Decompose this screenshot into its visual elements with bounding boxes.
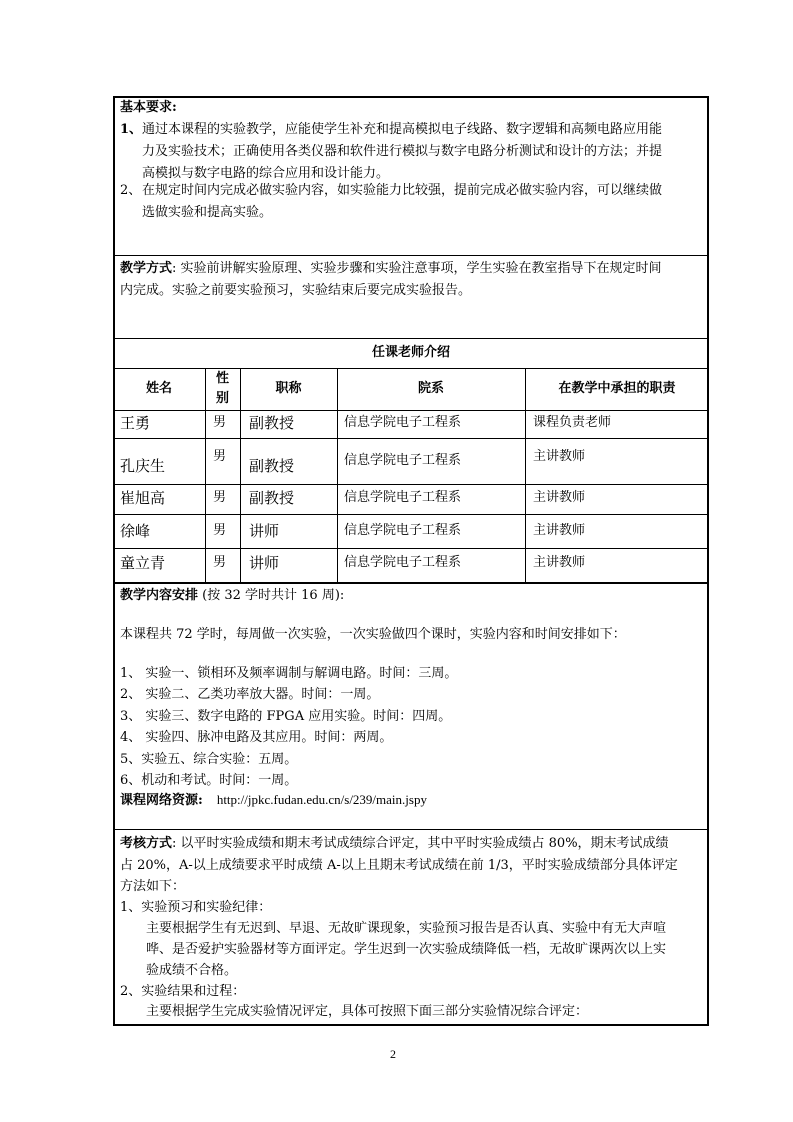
schedule-item: 3、 实验三、数字电路的 FPGA 应用实验。时间：四周。 [120, 709, 452, 724]
divider [113, 548, 709, 549]
teacher-gender: 男 [213, 449, 227, 464]
header-gender-2: 别 [215, 391, 229, 406]
divider [113, 338, 709, 339]
assessment-line3: 方法如下： [120, 879, 186, 894]
teacher-gender: 男 [213, 490, 227, 505]
header-name: 姓名 [145, 381, 172, 396]
requirements-item1-line2: 力及实验技术；正确使用各类仪器和软件进行模拟与数字电路分析测试和设计的方法；并提 [142, 144, 663, 159]
divider [113, 368, 709, 369]
teacher-name: 徐峰 [120, 522, 151, 540]
schedule-item: 4、 实验四、脉冲电路及其应用。时间：两周。 [120, 730, 393, 745]
assessment-sub2: 2、实验结果和过程： [120, 984, 246, 999]
resource-label: 课程网络资源: [120, 793, 203, 808]
schedule-item: 5、实验五、综合实验：五周。 [120, 752, 298, 767]
requirements-item2-line2: 选做实验和提高实验。 [142, 205, 273, 220]
teacher-title: 副教授 [249, 489, 295, 507]
divider [113, 255, 709, 256]
requirements-item1-number: 1、 [120, 122, 143, 137]
teacher-name: 王勇 [120, 414, 151, 432]
teacher-role: 主讲教师 [533, 555, 586, 570]
header-gender-1: 性 [215, 371, 229, 386]
teachers-title: 任课老师介绍 [371, 345, 450, 360]
teacher-dept: 信息学院电子工程系 [344, 453, 462, 468]
teaching-method-line1 [120, 260, 662, 278]
teacher-dept: 信息学院电子工程系 [344, 415, 462, 430]
teacher-dept: 信息学院电子工程系 [344, 555, 462, 570]
assessment-label: 考核方式 [120, 836, 173, 851]
assessment-sub2-line: 主要根据学生完成实验情况评定，具体可按照下面三部分实验情况综合评定： [146, 1004, 589, 1019]
assessment-line2: 占 20%，A-以上成绩要求平时成绩 A-以上且期末考试成绩在前 1/3，平时实验成绩部分具体评定 [120, 858, 678, 873]
header-role: 在教学中承担的职责 [558, 381, 676, 396]
requirements-item1-line1: 通过本课程的实验教学，应能使学生补充和提高模拟电子线路、数字逻辑和高频电路应用能 [142, 122, 663, 137]
assessment-text: : 以平时实验成绩和期末考试成绩综合评定，其中平时实验成绩占 80%，期末考试成绩 [172, 836, 669, 851]
schedule-heading-line [120, 587, 344, 605]
divider [113, 484, 709, 485]
schedule-heading: 教学内容安排 [120, 588, 199, 603]
resource-link[interactable]: http://jpkc.fudan.edu.cn/s/239/main.jspy [216, 792, 427, 807]
column-line [240, 368, 241, 582]
divider [113, 514, 709, 515]
teacher-role: 主讲教师 [533, 490, 586, 505]
teacher-role: 主讲教师 [533, 523, 586, 538]
teacher-dept: 信息学院电子工程系 [344, 490, 462, 505]
teacher-name: 童立青 [120, 554, 166, 572]
assessment-line1 [120, 835, 669, 853]
assessment-sub1-line: 主要根据学生有无迟到、早退、无故旷课现象，实验预习报告是否认真、实验中有无大声喧 [146, 921, 667, 936]
teaching-method-text: : 实验前讲解实验原理、实验步骤和实验注意事项，学生实验在教室指导下在规定时间 [172, 261, 662, 276]
teacher-gender: 男 [213, 415, 227, 430]
page-number: 2 [390, 1047, 396, 1061]
assessment-sub1-line: 验成绩不合格。 [146, 963, 238, 978]
requirements-item1-line3: 高模拟与数字电路的综合应用和设计能力。 [142, 166, 390, 181]
requirements-item2-line1: 在规定时间内完成必做实验内容，如实验能力比较强，提前完成必做实验内容，可以继续做 [142, 183, 663, 198]
divider [113, 582, 709, 584]
teaching-method-line2: 内完成。实验之前要实验预习，实验结束后要完成实验报告。 [120, 283, 472, 298]
schedule-intro: 本课程共 72 学时，每周做一次实验，一次实验做四个课时，实验内容和时间安排如下： [120, 627, 626, 642]
column-line [525, 368, 526, 582]
divider [113, 410, 709, 411]
divider [113, 829, 709, 830]
teacher-role: 主讲教师 [533, 449, 586, 464]
teacher-title: 副教授 [249, 457, 295, 475]
schedule-item: 6、机动和考试。时间：一周。 [120, 773, 298, 788]
divider [113, 438, 709, 439]
resource-line [120, 791, 427, 810]
schedule-item: 2、 实验二、乙类功率放大器。时间：一周。 [120, 687, 380, 702]
assessment-sub1: 1、实验预习和实验纪律： [120, 900, 272, 915]
requirements-item2-number: 2、 [120, 183, 142, 198]
requirements-heading: 基本要求: [120, 100, 177, 115]
teacher-title: 讲师 [249, 554, 280, 572]
column-line [337, 368, 338, 582]
schedule-heading-note: (按 32 学时共计 16 周): [198, 588, 345, 603]
teacher-role: 课程负责老师 [533, 415, 612, 430]
teacher-gender: 男 [213, 555, 227, 570]
header-title: 职称 [275, 381, 302, 396]
teacher-name: 崔旭高 [120, 489, 166, 507]
teacher-name: 孔庆生 [120, 457, 166, 475]
assessment-sub1-line: 哗、是否爱护实验器材等方面评定。学生迟到一次实验成绩降低一档，无故旷课两次以上实 [146, 942, 667, 957]
teacher-title: 副教授 [249, 414, 295, 432]
schedule-item: 1、 实验一、锁相环及频率调制与解调电路。时间：三周。 [120, 666, 458, 681]
teacher-dept: 信息学院电子工程系 [344, 523, 462, 538]
teacher-title: 讲师 [249, 522, 280, 540]
teacher-gender: 男 [213, 523, 227, 538]
header-dept: 院系 [417, 381, 444, 396]
teaching-method-label: 教学方式 [120, 261, 173, 276]
